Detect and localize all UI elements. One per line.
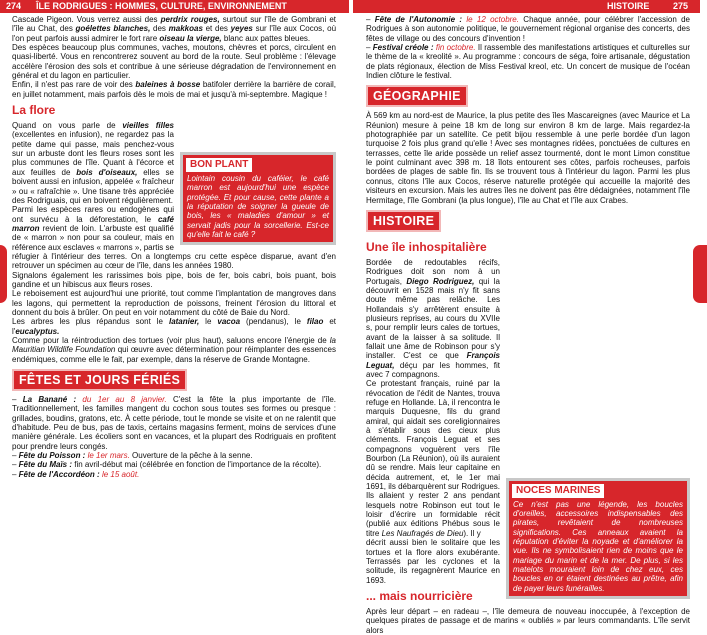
highlight-term: eucalyptus. (15, 326, 60, 336)
fetes-continued (366, 15, 690, 80)
highlight-term: bois d'oiseaux, (76, 167, 138, 177)
page-number-left: 274 (6, 1, 22, 11)
fetes-section (12, 395, 336, 479)
paragraph: À 569 km au nord-est de Maurice, la plus petite des îles Mascareignes (avec Maurice et La Réunion) mesure à peine 18 km de long sur environ 8 km de large. Mais regardez-la photographiée par un satellite. Ce petit bijou ressemble à une perle bordée d'un lagon turquoise 2 fois plus grand qu'elle ! Avec ses montagnes ridées, ponctuées de cultures en terrasses, cette île aride possède un relief assez tourmenté, dont le mont Limon constitue le point culminant avec 398 m. 18 îlots entourent ses côtes, parfois rocheuses, parfois bordées de plages de sable fin. Ils se trouvent tous à l'intérieur du lagon. Parmi les plus connus, citons l'île aux Cocos, réserve naturelle protégée qui accueille la majorité des visiteurs en excursion. Mais les autres îles ne doivent pas être dédaignées, notamment l'île Hermitage, l'île Gombrani (la plus longue), l'île au Chat et l'île aux Crabes. (366, 111, 690, 205)
highlight-term: goélettes blanches, (75, 24, 151, 34)
section-title-left: ÎLE RODRIGUES : HOMMES, CULTURE, ENVIRONNEMENT (36, 1, 287, 11)
intro-section (12, 15, 336, 99)
flore-title: La flore (12, 103, 56, 118)
highlight-term: Festival créole : (372, 43, 434, 53)
highlight-term: perdrix rouges, (160, 15, 220, 24)
section-title-right: HISTOIRE (607, 1, 650, 11)
page-number-right: 275 (673, 1, 689, 11)
highlight-term: café marron (12, 214, 174, 233)
paragraph: Les arbres les plus répandus sont le latanier, le vacoa (pendanus), le filao et l'eucalyptus. (12, 317, 336, 336)
paragraph: – Fête du Poisson : le 1er mars. Ouverture de la pêche à la senne. (12, 451, 253, 461)
highlight-term: Fête de l'Accordéon : (18, 469, 100, 479)
date-label: le 15 août. (101, 469, 140, 479)
left-column (12, 15, 336, 479)
geographie-title: GÉOGRAPHIE (366, 85, 468, 107)
bon-plant-box (180, 152, 336, 245)
nourriciere-title: ... mais nourricière (366, 588, 473, 603)
paragraph: Quand on vous parle de vieilles filles (excellentes en infusion), ne regardez pas la petite dame qui passe, mais penchez-vous sur un arbuste dont les fleurs roses sont les plus communes de l'île. Quant à l'écorce et aux feuilles de bois d'oiseaux, elles se boivent aussi en infusion, appelée « fraîcheur » ou « rafraîchie ». Une tisane très appréciée des Rodriguais, qui en boivent régulièrement. (12, 121, 174, 205)
geographie-section (366, 111, 690, 204)
highlight-term: baleines à bosse (135, 80, 201, 90)
paragraph: Ce protestant français, ruiné par la révocation de l'édit de Nantes, trouva refuge en Hollande. Là, il rencontra le marquis Duquesne, fils du grand amiral, qui aidait ses coreligionnaires à s'établir sous des cieux plus cléments. François Leguat et ses compagnons voguèrent vers l'île Bourbon (La Réunion), où ils auraient dû se rendre. Mais leur capitaine en décida autrement, et, le 1er mai 1691, ils débarquèrent sur Rodrigues. Ils allaient y rester 2 ans pendant lesquels notre Robinson eut tout le loisir d'écrire un formidable récit (publié aux éditions Phébus sous le titre Les Naufragés de Dieu). Il y (366, 379, 500, 538)
highlight-term: vieilles filles (122, 121, 174, 131)
highlight-term: filao (306, 317, 324, 327)
noces-marines-title: NOCES MARINES (512, 484, 604, 498)
highlight-term: Fête du Poisson : (18, 451, 86, 461)
date-label: le 12 octobre. (466, 15, 519, 24)
paragraph: Bordée de redoutables récifs, Rodrigues doit son nom à un Portugais, Diego Rodriguez, qui la découvrit en 1528 mais n'y fit sans doute même pas relâche. Les Hollandais s'y arrêtèrent ensuite à plusieurs reprises, au cours du XVIIe s, pour remplir leurs cales de tortues, avant de la laisser à sa solitude. Il fallait une âme de Robinson pour s'y installer. C'est ce que François Leguat, déçu par les hommes, fit avec 7 compagnons. (366, 257, 500, 379)
histoire-subtitle: Une île inhospitalière (366, 239, 487, 254)
highlight-term: vacoa (217, 317, 241, 327)
highlight-term: latanier, (168, 317, 200, 327)
date-label: du 1er au 8 janvier. (82, 395, 167, 405)
paragraph: – Fête du Maïs : fin avril-début mai (célébrée en fonction de l'importance de la récolte). (12, 460, 322, 470)
noces-marines-box (506, 478, 690, 599)
highlight-term: Fête de l'Autonomie : (374, 15, 463, 24)
thumb-tab-right (693, 245, 707, 303)
paragraph: Des espèces beaucoup plus communes, vaches, moutons, chèvres et porcs, circulent en quasi-liberté. Vous en rencontrerez souvent au bord de la route. Seul problème : l'élevage accélère l'érosion des sols et contribue à une sérieuse dégradation de l'environnement en général et du lagon en particulier. (12, 43, 336, 81)
highlight-term: yeyes (230, 24, 253, 34)
paragraph: Après leur départ – en radeau –, l'île demeura de nouveau inoccupée, à l'exception de quelques pirates de passage et de marins « oubliés » par leurs commandants. L'île servit alors (366, 606, 690, 635)
highlight-term: La Banané : (22, 395, 77, 405)
highlight-term: Diego Rodriguez, (406, 276, 475, 286)
highlight-term: makkoas (168, 24, 203, 34)
paragraph: Enfin, il n'est pas rare de voir des baleines à bosse batifoler derrière la barrière de corail, en juillet notamment, mais parfois dès le mois de mai et jusqu'à mi-septembre. Magique ! (12, 80, 336, 99)
right-column (366, 15, 690, 635)
bon-plant-title: BON PLANT (186, 158, 252, 172)
date-label: fin octobre. (435, 43, 476, 53)
paragraph: – Fête de l'Accordéon : le 15 août. (12, 469, 140, 479)
paragraph: Cascade Pigeon. Vous verrez aussi des perdrix rouges, surtout sur l'île de Gombrani et l'île au Chat, des goélettes blanches, des makkoas et des yeyes sur l'île aux Cocos, où l'on peut parfois aussi admirer le fort rare oiseau la vierge, blanc aux pattes bleues. (12, 15, 337, 43)
histoire-title: HISTOIRE (366, 210, 441, 232)
fetes-title: FÊTES ET JOURS FÉRIÉS (12, 369, 187, 391)
bon-plant-text: Lointain cousin du caféier, le café marron est aujourd'hui une espèce protégée. Et pour cause, cette plante a la réputation de soigner la gueule de bois, les « maladies d'amour » et servait jadis pour la sorcellerie. Est-ce qu'elle fait le café ? (187, 174, 329, 239)
paragraph: Le reboisement est aujourd'hui une priorité, tout comme l'implantation de mangroves dans les lagons, qui permettent la reproduction de poissons, freinent l'érosion du littoral et donnent du bois à brûler. On peut en voir notamment du côté de Baie du Nord. (12, 289, 336, 317)
nourriciere-section (366, 607, 690, 635)
gutter (349, 0, 353, 13)
date-label: le 1er mars. (87, 451, 130, 461)
italic-title: la Mauritian Wildlife Foundation (12, 336, 336, 355)
noces-marines-text: Ce n'est pas une légende, les boucles d'oreilles, accessoires indispensables des pirates, revêtaient de nombreuses significations. Ces anneaux avaient la réputation d'éviter la noyade et d'améliorer la vue. Ils ne symbolisaient rien de moins que le mariage du marin et de la mer. De plus, si les matelots mouraient loin de chez eux, ces boucles en or étaient destinées au prêtre, afin de payer leurs funérailles. (513, 499, 683, 593)
paragraph: Parmi les espèces rares ou endogènes qui ont survécu à la déforestation, le café marron revient de loin. L'arbuste est qualifié de « marron » non pour sa couleur, mais en référence aux esclaves « marrons », partis se réfugier à l'intérieur des terres. On a longtemps cru cette espèce disparue, avant d'en retrouver un spécimen au cœur de l'île, dans les années 1980. (12, 205, 336, 271)
paragraph: – La Banané : du 1er au 8 janvier. C'est la fête la plus importante de l'île. Traditionnellement, les familles mangent du cochon sous toutes ses formes ou presque : grillades, boudins, gratons, etc. À cette période, tout le monde se visite et on ne ralentit que d'habitude. Peu de bus, pas de taxis, certains magasins ferment, moins de services d'une manière générale. Les écoliers sont en vacances, et la plupart des Rodriguais en profitent pour prendre leurs congés. (12, 395, 337, 451)
paragraph: – Fête de l'Autonomie : le 12 octobre. Chaque année, pour célébrer l'accession de Rodrigues à son autonomie politique, le gouvernement régional organise des concerts, des fêtes de village ou des concours d'invention ! (366, 15, 690, 43)
highlight-term: oiseau la vierge, (159, 33, 222, 43)
paragraph: Comme pour la réintroduction des tortues (voir plus haut), saluons encore l'énergie de la Mauritian Wildlife Foundation qui œuvre avec détermination pour réimplanter des essences endémiques, comme elle le fait, par exemple, dans la réserve de Grande Montagne. (12, 336, 336, 364)
italic-title: Les Naufragés de Dieu (381, 528, 464, 538)
paragraph: – Festival créole : fin octobre. Il rassemble des manifestations artistiques et culturelles sur le thème de la « kreolité ». Au programme : concours de séga, foire artisanale, dégustation de plats régionaux, élection de Miss Festival kreol, etc. Un concert de musique de l'océan Indien clôture le festival. (366, 43, 690, 81)
highlight-term: François Leguat, (366, 351, 500, 370)
thumb-tab-left (0, 245, 7, 303)
paragraph: Signalons également les rarissimes bois pipe, bois de fer, bois cabri, bois puant, bois gandine et un hibiscus aux fleurs roses. (12, 270, 336, 289)
highlight-term: Fête du Maïs : (18, 460, 73, 470)
paragraph: décrit aussi bien le solitaire que les tortues et la flore alors exubérante. Terrassés par les cyclones et la solitude, ils regagnèrent Maurice en 1693. (366, 538, 500, 585)
